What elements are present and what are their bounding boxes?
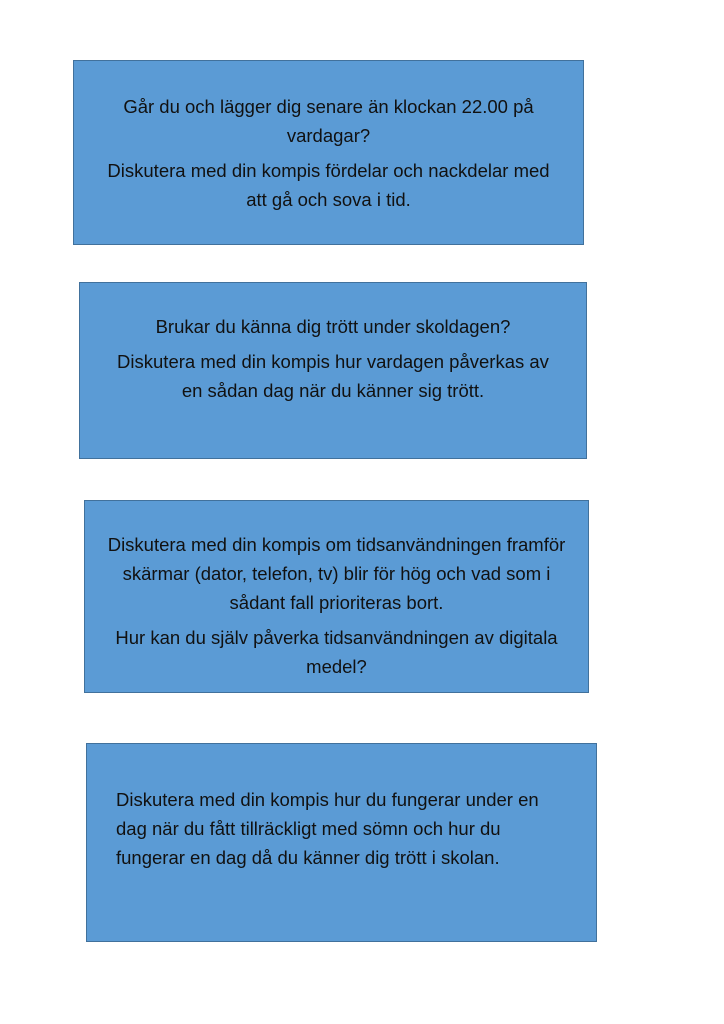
question-card-screen-time [84, 500, 589, 693]
card-question: Hur kan du själv påverka tidsanvändningen av digitala medel? [115, 627, 558, 677]
question-card-tiredness [79, 282, 587, 459]
card-question: Går du och lägger dig senare än klockan 22.00 på vardagar? [123, 96, 534, 146]
card-question: Brukar du känna dig trött under skoldagen? [155, 316, 511, 337]
card-discussion-prompt: Diskutera med din kompis hur vardagen påverkas av en sådan dag när du känner sig trött. [117, 351, 549, 401]
card-discussion-prompt: Diskutera med din kompis fördelar och nackdelar med att gå och sova i tid. [107, 160, 550, 210]
question-card-bedtime [73, 60, 584, 245]
question-card-sleep-function [86, 743, 597, 942]
card-discussion-prompt: Diskutera med din kompis hur du fungerar under en dag när du fått tillräckligt med sömn och hur du fungerar en dag då du känner dig trött i skolan. [116, 789, 539, 868]
card-discussion-prompt: Diskutera med din kompis om tidsanvändningen framför skärmar (dator, telefon, tv) blir för hög och vad som i sådant fall prioriteras bort. [107, 534, 566, 613]
